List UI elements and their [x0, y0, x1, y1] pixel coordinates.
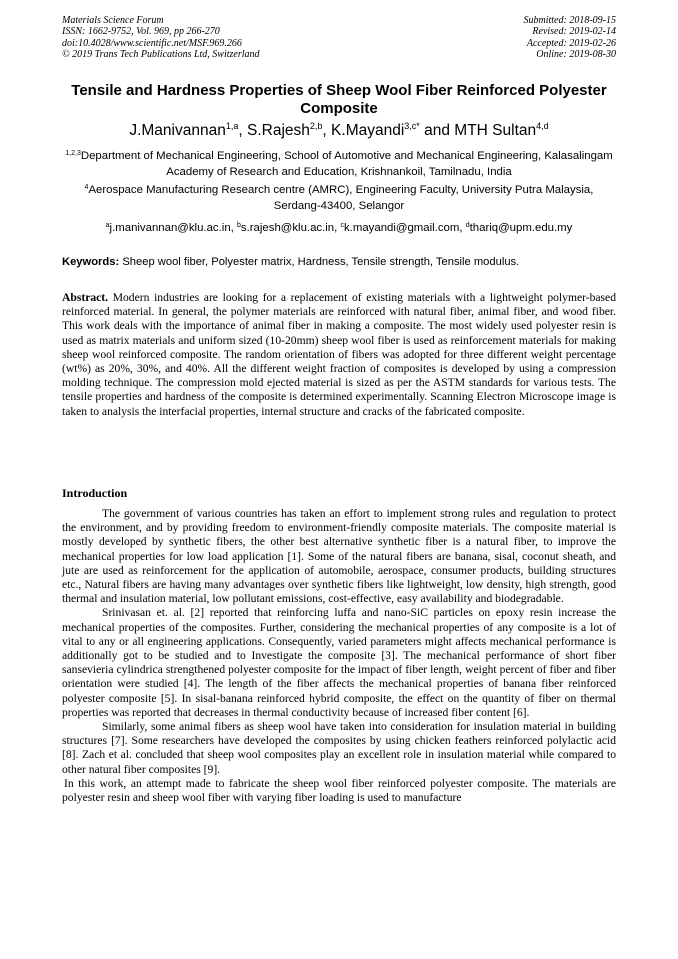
- paragraph: The government of various countries has taken an effort to implement strong rules and regulation to protect the environment, and by providing freedom to environment-friendly composite materials. The composite material is mostly developed by synthetic fibers, the other best alternative synthetic fiber is a natural fiber, to improve the mechanical properties for low load application [1]. Some of the natural fibers are banana, sisal, coconut sheath, and jute are used as reinforcement for the application of automobile, aerospace, consumer products, building structures etc., Natural fibers are having many advantages over synthetic fibers like lightweight, low density, high strength, good thermal and insulation material, low pollutant emissions, cost-effective, easy availability and biodegradable.: [62, 507, 616, 606]
- affiliation-mark: 1,2,3: [65, 150, 81, 157]
- email-link[interactable]: thariq@upm.edu.my: [469, 222, 573, 234]
- email-mark: d: [465, 222, 470, 229]
- keywords: [62, 255, 616, 270]
- email-mark: a: [105, 222, 110, 229]
- affiliation-text: Aerospace Manufacturing Research centre (AMRC), Engineering Faculty, University Putra Malaysia, Serdang-43400, Selangor: [88, 184, 594, 212]
- date-online: Online: 2019-08-30: [536, 49, 616, 61]
- paper-title: Tensile and Hardness Properties of Sheep Wool Fiber Reinforced Polyester Composite: [71, 82, 607, 117]
- affiliation-1: [62, 148, 616, 180]
- author-name: S.Rajesh: [247, 122, 310, 139]
- paragraph: In this work, an attempt made to fabricate the sheep wool fiber reinforced polyester composite. The materials are polyester resin and sheep wool fiber with varying fiber loading is used to manufacture: [62, 776, 616, 805]
- author-separator: ,: [322, 122, 332, 139]
- author-affiliation-mark: 2,b: [309, 121, 323, 131]
- author-affiliation-mark: 1,a: [225, 121, 239, 131]
- keywords-text: Sheep wool fiber, Polyester matrix, Hardness, Tensile strength, Tensile modulus.: [122, 256, 520, 268]
- journal-doi: doi:10.4028/www.scientific.net/MSF.969.266: [62, 37, 242, 49]
- email-link[interactable]: j.manivannan@klu.ac.in: [109, 222, 231, 234]
- author-emails: $^a$j.manivannan@klu.ac.in, $^b$s.rajesh@klu.ac.in, $^c$k.mayandi@gmail.com, $^d$thariq@upm.edu.my: [105, 222, 573, 234]
- author-affiliation-mark: 3,c*: [404, 121, 420, 131]
- paragraph: Similarly, some animal fibers as sheep wool have taken into consideration for insulation material in building structures [7]. Some researchers have developed the composites by using chicken feathers reinforced polylactic acid [8]. Zach et al. concluded that sheep wool composites play an excellent role in insulation material while compared to other natural fiber composites [9].: [62, 720, 616, 776]
- email-mark: b: [237, 222, 241, 229]
- author-affiliation-mark: 4,d: [536, 121, 549, 131]
- abstract-label: Abstract.: [62, 291, 109, 304]
- author-separator: ,: [238, 122, 247, 139]
- abstract: [62, 291, 616, 419]
- affiliation-2: [62, 182, 616, 214]
- journal-issn: ISSN: 1662-9752, Vol. 969, pp 266-270: [62, 26, 220, 38]
- author-name: J.Manivannan: [129, 122, 226, 139]
- email-link[interactable]: k.mayandi@gmail.com: [343, 222, 460, 234]
- author-name: K.Mayandi: [331, 122, 405, 139]
- email-link[interactable]: s.rajesh@klu.ac.in: [240, 222, 335, 234]
- journal-info: [62, 15, 260, 61]
- author-separator: and: [419, 122, 455, 139]
- email-mark: c: [340, 222, 344, 229]
- date-submitted: Submitted: 2018-09-15: [523, 15, 616, 26]
- section-heading-introduction: Introduction: [62, 486, 128, 500]
- affiliation-text: Department of Mechanical Engineering, School of Automotive and Mechanical Engineering, Kalasalingam Academy of Research and Education, Krishnankoil, Tamilnadu, India: [80, 150, 613, 178]
- date-revised: Revised: 2019-02-14: [532, 26, 616, 38]
- author-name: MTH Sultan: [454, 122, 537, 139]
- journal-copyright: © 2019 Trans Tech Publications Ltd, Switzerland: [62, 49, 260, 61]
- abstract-text: Modern industries are looking for a replacement of existing materials with a lightweight polymer-based reinforced material. In general, the polymer materials are reinforced with natural fiber, animal fiber, and wood fiber. This work deals with the importance of animal fiber in making a composite. The most widely used polyester resin is used as matrix materials and uniform sized (10-20mm) sheep wool fiber is used as reinforcement materials for making sheep wool reinforced composite. The random orientation of fibers was adopted for three different weight percentage (wt%) as 20%, 30%, and 40%. All the different weight fraction of composites is developed by using a compression molding technique. The compression mold ejected material is sized as per the ASTM standards for various tests. The tensile properties and hardness of the composite is determined experimentally. Scanning Electron Microscope image is taken to analysis the interfacial properties, internal structure and cracks of the fabricated composite.: [62, 291, 616, 418]
- submission-dates: [524, 15, 617, 61]
- affiliation-mark: 4: [84, 184, 89, 191]
- paragraph: Srinivasan et. al. [2] reported that reinforcing luffa and nano-SiC particles on epoxy resin increase the mechanical properties of the composites. Further, considering the mechanical properties of any composite is a lot of vital to any or all engineering applications. Consequently, varied parameters might affects mechanical performance is additionally got to be studied and to Investigate the composite [3]. The mechanical performance of short fiber sansevieria cylindrica strengthened polyester composite for the impact of fiber length, weight percent of fiber and fiber orientation were studied [4]. The length of the fiber affects the mechanical properties of banana fiber reinforced polyester composite [5]. In sisal-banana reinforced hybrid composite, the effect on the quantity of fiber on thermal properties was reported that decreases in thermal conductivity because of increased fiber content [6].: [62, 606, 616, 719]
- keywords-label: Keywords:: [62, 256, 120, 268]
- introduction-body: [62, 507, 616, 805]
- author-list: [62, 122, 616, 140]
- journal-name: Materials Science Forum: [62, 15, 164, 26]
- date-accepted: Accepted: 2019-02-26: [526, 37, 616, 49]
- abstract-paragraph: [62, 291, 616, 419]
